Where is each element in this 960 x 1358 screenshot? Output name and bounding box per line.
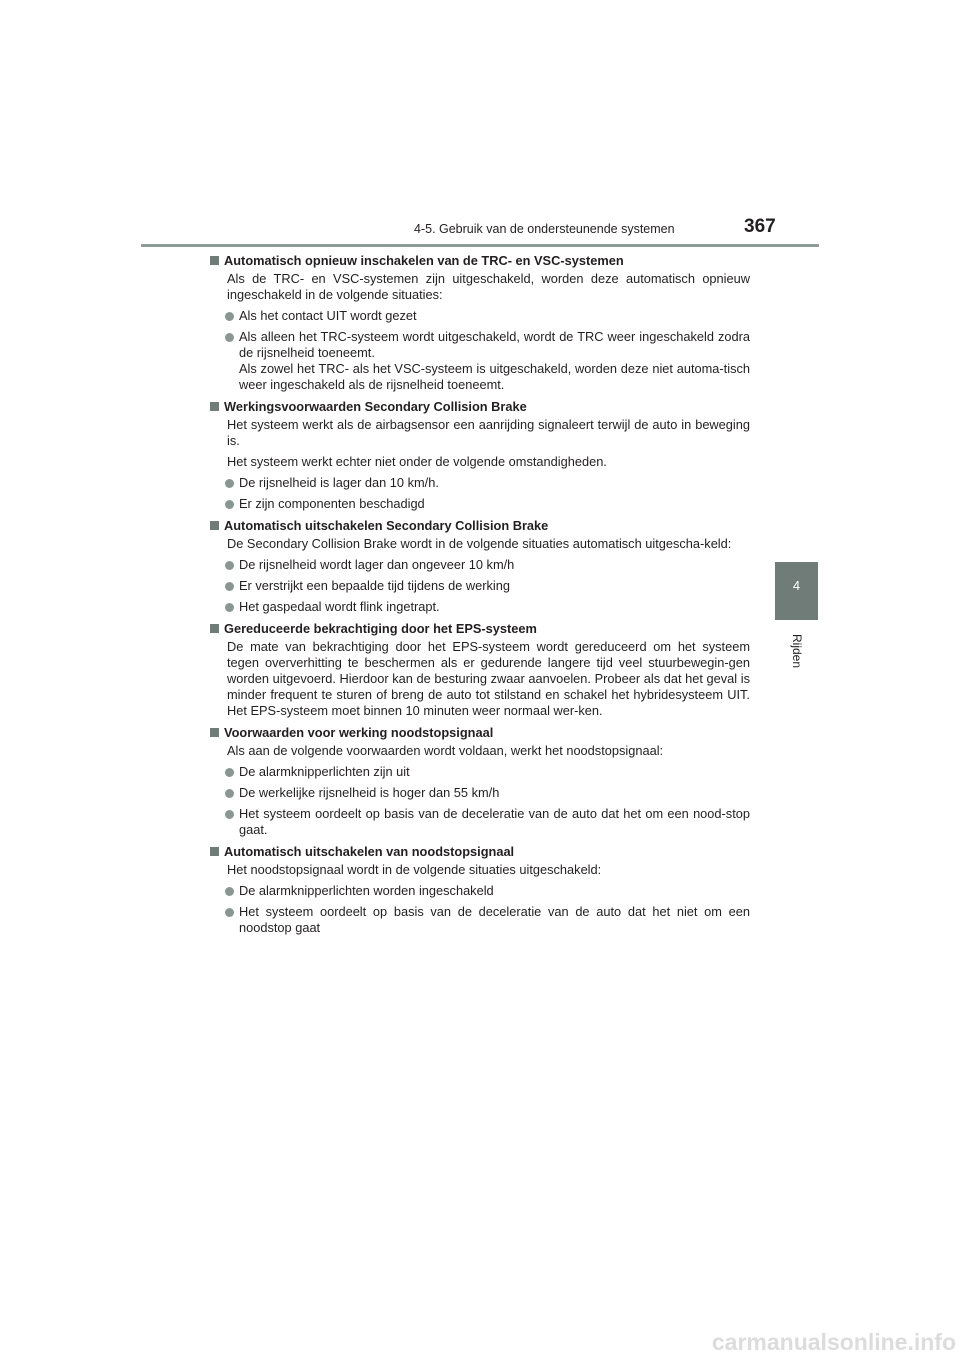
section-heading-text: Werkingsvoorwaarden Secondary Collision Brake (224, 399, 527, 414)
square-bullet-icon (210, 847, 219, 856)
square-bullet-icon (210, 402, 219, 411)
section (210, 844, 750, 936)
bullet-text: Als het contact UIT wordt gezet (239, 308, 417, 323)
header-divider (141, 244, 819, 247)
paragraph: Als de TRC- en VSC-systemen zijn uitgeschakeld, worden deze automatisch opnieuw ingeschakeld in de volgende situaties: (227, 271, 750, 302)
bullet-text: Het gaspedaal wordt flink ingetrapt. (239, 599, 440, 614)
bullet-item (210, 329, 750, 393)
paragraph: De mate van bekrachtiging door het EPS-systeem wordt gereduceerd om het systeem tegen oververhitting te beschermen als er gedurende langere tijd veel stuurbewegin-gen worden uitgevoerd. Hierdoor kan de besturing zwaar aanvoelen. Probeer als dat het geval is minder frequent te sturen of breng de auto tot stilstand en schakel het hybridesysteem UIT. Het EPS-systeem moet binnen 10 minuten weer normaal wer-ken. (227, 639, 750, 718)
round-bullet-icon (225, 768, 234, 777)
paragraph: Het noodstopsignaal wordt in de volgende situaties uitgeschakeld: (227, 862, 602, 877)
bullet-item (210, 785, 750, 801)
bullet-item (210, 475, 750, 491)
chapter-number: 4 (792, 578, 801, 593)
paragraph: Als aan de volgende voorwaarden wordt voldaan, werkt het noodstopsignaal: (227, 743, 664, 758)
bullet-item (210, 557, 750, 573)
section-heading (210, 518, 750, 534)
round-bullet-icon (225, 603, 234, 612)
round-bullet-icon (225, 582, 234, 591)
chapter-label-tab (775, 622, 818, 680)
bullet-item (210, 806, 750, 838)
round-bullet-icon (225, 887, 234, 896)
bullet-text: Er zijn componenten beschadigd (239, 496, 425, 511)
chapter-tab (775, 562, 818, 620)
round-bullet-icon (225, 333, 234, 342)
bullet-item (210, 308, 750, 324)
square-bullet-icon (210, 521, 219, 530)
section-heading-text: Automatisch opnieuw inschakelen van de TRC- en VSC-systemen (224, 253, 624, 268)
bullet-item (210, 883, 750, 899)
bullet-item (210, 578, 750, 594)
running-header-section-title: 4-5. Gebruik van de ondersteunende systemen (414, 222, 675, 236)
bullet-item (210, 599, 750, 615)
bullet-item (210, 764, 750, 780)
paragraph: De Secondary Collision Brake wordt in de volgende situaties automatisch uitgescha-keld: (227, 536, 732, 551)
section (210, 621, 750, 719)
page-number: 367 (744, 216, 776, 237)
section-heading (210, 399, 750, 415)
bullet-text: Er verstrijkt een bepaalde tijd tijdens de werking (239, 578, 511, 593)
paragraph: Het systeem werkt als de airbagsensor een aanrijding signaleert terwijl de auto in beweging is. (227, 417, 750, 448)
bullet-text: Het systeem oordeelt op basis van de deceleratie van de auto dat het niet om een noodstop gaat (239, 904, 750, 935)
bullet-text: Als alleen het TRC-systeem wordt uitgeschakeld, wordt de TRC weer ingeschakeld zodra de rijsnelheid toeneemt. (239, 329, 750, 360)
bullet-text: Als zowel het TRC- als het VSC-systeem is uitgeschakeld, worden deze niet automa-tisch weer ingeschakeld als de rijsnelheid toeneemt. (239, 361, 750, 392)
section-heading (210, 253, 750, 269)
square-bullet-icon (210, 256, 219, 265)
bullet-text: De alarmknipperlichten zijn uit (239, 764, 410, 779)
watermark: carmanualsonline.info (711, 1329, 956, 1355)
bullet-item (210, 496, 750, 512)
bullet-text: Het systeem oordeelt op basis van de deceleratie van de auto dat het om een nood-stop gaat. (239, 806, 750, 837)
bullet-item (210, 904, 750, 936)
round-bullet-icon (225, 500, 234, 509)
square-bullet-icon (210, 728, 219, 737)
round-bullet-icon (225, 312, 234, 321)
chapter-label: Rijden (789, 633, 804, 669)
section-heading-text: Automatisch uitschakelen van noodstopsignaal (224, 844, 515, 859)
bullet-text: De rijsnelheid is lager dan 10 km/h. (239, 475, 439, 490)
section-heading (210, 844, 750, 860)
round-bullet-icon (225, 789, 234, 798)
section-heading (210, 725, 750, 741)
section (210, 725, 750, 838)
bullet-text: De werkelijke rijsnelheid is hoger dan 55 km/h (239, 785, 500, 800)
square-bullet-icon (210, 624, 219, 633)
bullet-text: De alarmknipperlichten worden ingeschakeld (239, 883, 494, 898)
round-bullet-icon (225, 810, 234, 819)
round-bullet-icon (225, 479, 234, 488)
section-heading-text: Voorwaarden voor werking noodstopsignaal (224, 725, 494, 740)
section (210, 399, 750, 512)
section-heading-text: Gereduceerde bekrachtiging door het EPS-systeem (224, 621, 537, 636)
section (210, 253, 750, 393)
section (210, 518, 750, 615)
paragraph: Het systeem werkt echter niet onder de volgende omstandigheden. (227, 454, 607, 469)
section-heading-text: Automatisch uitschakelen Secondary Collision Brake (224, 518, 549, 533)
round-bullet-icon (225, 561, 234, 570)
page-body (210, 253, 750, 942)
bullet-text: De rijsnelheid wordt lager dan ongeveer 10 km/h (239, 557, 515, 572)
round-bullet-icon (225, 908, 234, 917)
section-heading (210, 621, 750, 637)
